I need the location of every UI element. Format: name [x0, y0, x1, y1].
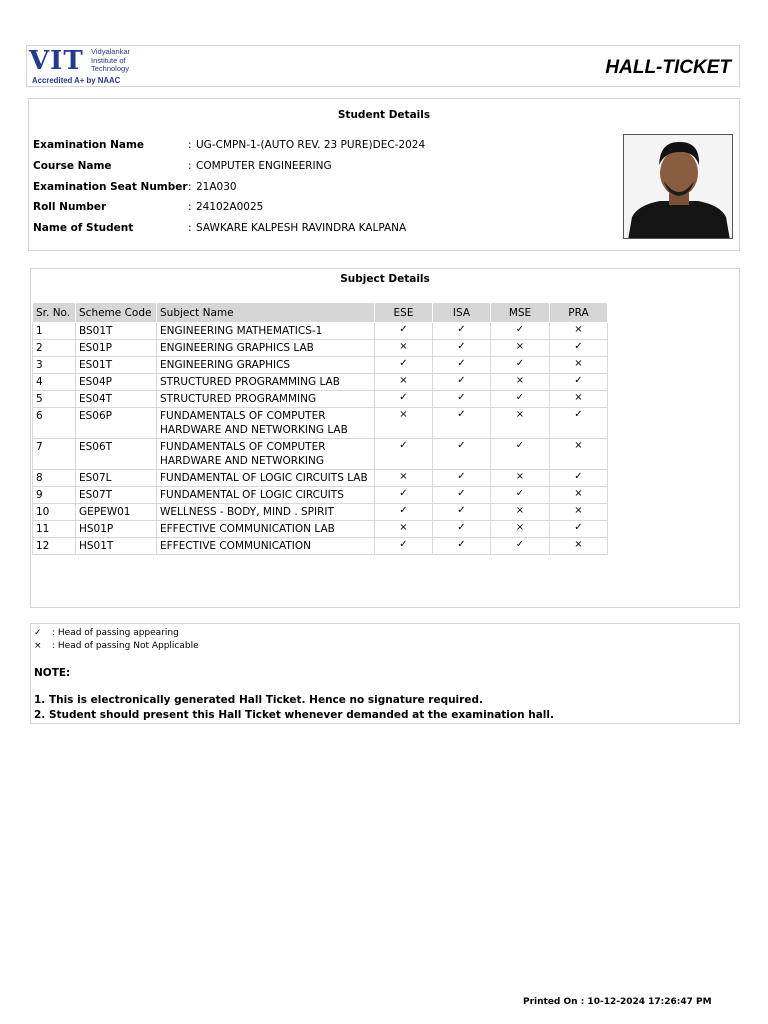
field-label: Examination Name [33, 139, 145, 151]
subject-name-cell: ENGINEERING GRAPHICS [157, 357, 375, 374]
student-photo-image [624, 135, 733, 239]
column-header: PRA [550, 303, 608, 323]
field-value: 21A030 [196, 181, 237, 193]
pra-cell: × [550, 357, 608, 374]
field-label: Examination Seat Number [33, 181, 188, 193]
legend-text: : Head of passing Not Applicable [52, 641, 199, 651]
mse-cell: × [491, 470, 550, 487]
legend-text: : Head of passing appearing [52, 628, 179, 638]
subject-name-cell: EFFECTIVE COMMUNICATION LAB [157, 521, 375, 538]
pra-cell: ✓ [550, 374, 608, 391]
table-row [33, 538, 608, 555]
sr-no-cell: 8 [33, 470, 76, 487]
header-bar [26, 45, 740, 87]
scheme-code-cell: ES01P [76, 340, 157, 357]
section-title: Student Details [337, 109, 431, 121]
pra-cell: × [550, 538, 608, 555]
scheme-code-cell: ES04P [76, 374, 157, 391]
mse-cell: ✓ [491, 538, 550, 555]
ese-cell: ✓ [375, 487, 433, 504]
sr-no-cell: 2 [33, 340, 76, 357]
field-label: Name of Student [33, 222, 134, 234]
legend-not-applicable [34, 640, 199, 652]
page-title: HALL-TICKET [605, 57, 731, 78]
check-icon: ✓ [34, 628, 42, 638]
isa-cell: ✓ [433, 357, 491, 374]
column-header: Scheme Code [76, 303, 157, 323]
sr-no-cell: 4 [33, 374, 76, 391]
ese-cell: × [375, 340, 433, 357]
sr-no-cell: 10 [33, 504, 76, 521]
sr-no-cell: 12 [33, 538, 76, 555]
table-row [33, 504, 608, 521]
logo-accreditation: Accredited A+ by NAAC [32, 76, 121, 85]
pra-cell: × [550, 323, 608, 340]
logo-institute-name: Vidyalankar Institute of Technology [91, 47, 131, 73]
cross-icon: × [34, 641, 42, 651]
mse-cell: × [491, 374, 550, 391]
column-header: MSE [491, 303, 550, 323]
logo-wordmark: VIT [29, 46, 84, 76]
scheme-code-cell: ES01T [76, 357, 157, 374]
subject-name-cell: FUNDAMENTAL OF LOGIC CIRCUITS [157, 487, 375, 504]
notes-section [30, 623, 740, 724]
field-colon: : [188, 201, 192, 213]
field-colon: : [188, 139, 192, 151]
table-row [33, 439, 608, 470]
ese-cell: ✓ [375, 504, 433, 521]
isa-cell: ✓ [433, 323, 491, 340]
table-row [33, 357, 608, 374]
student-details-section [28, 98, 740, 251]
field-value: UG-CMPN-1-(AUTO REV. 23 PURE)DEC-2024 [196, 139, 426, 151]
scheme-code-cell: HS01P [76, 521, 157, 538]
subject-name-cell: STRUCTURED PROGRAMMING LAB [157, 374, 375, 391]
ese-cell: ✓ [375, 439, 433, 470]
mse-cell: ✓ [491, 357, 550, 374]
subject-name-cell: FUNDAMENTALS OF COMPUTER HARDWARE AND NETWORKING [157, 439, 375, 470]
pra-cell: ✓ [550, 521, 608, 538]
scheme-code-cell: BS01T [76, 323, 157, 340]
subject-name-cell: FUNDAMENTALS OF COMPUTER HARDWARE AND NETWORKING LAB [157, 408, 375, 439]
field-value: 24102A0025 [196, 201, 264, 213]
column-header: ISA [433, 303, 491, 323]
subject-name-cell: ENGINEERING GRAPHICS LAB [157, 340, 375, 357]
mse-cell: × [491, 340, 550, 357]
sr-no-cell: 3 [33, 357, 76, 374]
institute-logo [29, 48, 137, 86]
field-label: Course Name [33, 160, 112, 172]
note-line: 2. Student should present this Hall Ticket whenever demanded at the examination hall. [34, 709, 554, 721]
mse-cell: ✓ [491, 323, 550, 340]
isa-cell: ✓ [433, 487, 491, 504]
sr-no-cell: 11 [33, 521, 76, 538]
column-header: Sr. No. [33, 303, 76, 323]
ese-cell: ✓ [375, 538, 433, 555]
scheme-code-cell: ES07T [76, 487, 157, 504]
student-photo [623, 134, 733, 239]
mse-cell: × [491, 408, 550, 439]
ese-cell: × [375, 408, 433, 439]
column-header: ESE [375, 303, 433, 323]
ese-cell: ✓ [375, 323, 433, 340]
table-row [33, 470, 608, 487]
subject-name-cell: EFFECTIVE COMMUNICATION [157, 538, 375, 555]
table-header-row [33, 303, 608, 323]
subject-table [32, 302, 608, 555]
subject-details-section [30, 268, 740, 608]
ese-cell: ✓ [375, 391, 433, 408]
pra-cell: × [550, 391, 608, 408]
table-row [33, 391, 608, 408]
printed-on-timestamp: Printed On : 10-12-2024 17:26:47 PM [523, 997, 712, 1007]
pra-cell: ✓ [550, 408, 608, 439]
scheme-code-cell: GEPEW01 [76, 504, 157, 521]
section-title: Subject Details [340, 273, 430, 285]
subject-name-cell: WELLNESS - BODY, MIND . SPIRIT [157, 504, 375, 521]
mse-cell: ✓ [491, 391, 550, 408]
scheme-code-cell: ES07L [76, 470, 157, 487]
isa-cell: ✓ [433, 374, 491, 391]
sr-no-cell: 9 [33, 487, 76, 504]
ese-cell: × [375, 470, 433, 487]
ese-cell: ✓ [375, 357, 433, 374]
scheme-code-cell: ES06P [76, 408, 157, 439]
mse-cell: ✓ [491, 487, 550, 504]
field-value: SAWKARE KALPESH RAVINDRA KALPANA [196, 222, 407, 234]
pra-cell: × [550, 439, 608, 470]
subject-name-cell: FUNDAMENTAL OF LOGIC CIRCUITS LAB [157, 470, 375, 487]
field-colon: : [188, 181, 192, 193]
field-label: Roll Number [33, 201, 107, 213]
column-header: Subject Name [157, 303, 375, 323]
sr-no-cell: 7 [33, 439, 76, 470]
field-colon: : [188, 222, 192, 234]
legend-appearing [34, 627, 179, 639]
note-line: 1. This is electronically generated Hall Ticket. Hence no signature required. [34, 694, 483, 706]
table-row [33, 521, 608, 538]
isa-cell: ✓ [433, 504, 491, 521]
table-row [33, 408, 608, 439]
isa-cell: ✓ [433, 439, 491, 470]
pra-cell: × [550, 504, 608, 521]
ese-cell: × [375, 374, 433, 391]
scheme-code-cell: ES04T [76, 391, 157, 408]
pra-cell: ✓ [550, 340, 608, 357]
mse-cell: × [491, 504, 550, 521]
isa-cell: ✓ [433, 340, 491, 357]
isa-cell: ✓ [433, 521, 491, 538]
sr-no-cell: 1 [33, 323, 76, 340]
isa-cell: ✓ [433, 470, 491, 487]
table-row [33, 323, 608, 340]
note-title: NOTE: [34, 667, 71, 679]
field-colon: : [188, 160, 192, 172]
subject-name-cell: ENGINEERING MATHEMATICS-1 [157, 323, 375, 340]
subject-name-cell: STRUCTURED PROGRAMMING [157, 391, 375, 408]
isa-cell: ✓ [433, 391, 491, 408]
isa-cell: ✓ [433, 408, 491, 439]
pra-cell: × [550, 487, 608, 504]
isa-cell: ✓ [433, 538, 491, 555]
table-row [33, 487, 608, 504]
table-row [33, 340, 608, 357]
sr-no-cell: 6 [33, 408, 76, 439]
pra-cell: ✓ [550, 470, 608, 487]
mse-cell: × [491, 521, 550, 538]
field-value: COMPUTER ENGINEERING [196, 160, 332, 172]
sr-no-cell: 5 [33, 391, 76, 408]
scheme-code-cell: ES06T [76, 439, 157, 470]
scheme-code-cell: HS01T [76, 538, 157, 555]
mse-cell: ✓ [491, 439, 550, 470]
ese-cell: × [375, 521, 433, 538]
table-row [33, 374, 608, 391]
